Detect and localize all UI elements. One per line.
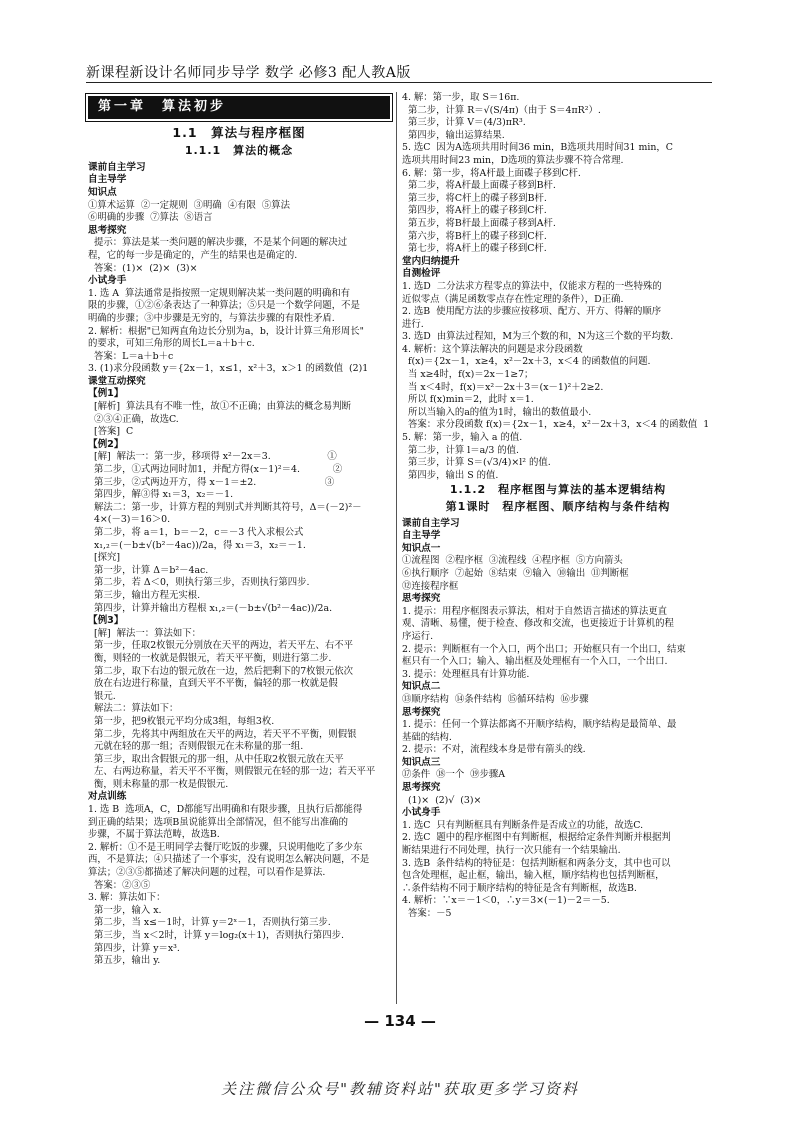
text-line: 第二步，若 Δ＜0，则执行第三步，否则执行第四步.: [88, 577, 310, 589]
text-line: 5. 选C 因为A选项共用时间36 min，B选项共用时间31 min，C: [402, 142, 673, 154]
text-line: 4×(－3)＝16＞0.: [88, 514, 171, 526]
text-line: ⑬顺序结构 ⑭条件结构 ⑮循环结构 ⑯步骤: [402, 693, 589, 705]
subsection-title: 1.1.1 算法的概念: [184, 144, 294, 158]
text-line: 放在右边进行称量，直到天平不平衡，偏轻的那一枚就是假: [88, 678, 338, 690]
text-line: f(x)＝{2x－1，x≥4，x²－2x＋3，x＜4 的函数值的问题.: [402, 356, 651, 368]
text-line: 第一步，把9枚银元平均分成3组，每组3枚.: [88, 715, 275, 727]
section-heading: 自测检评: [402, 268, 441, 280]
column-divider: [396, 92, 397, 1004]
text-line: 答案：(1)× (2)× (3)×: [88, 262, 198, 274]
text-line: 1. 选D 二分法求方程零点的算法中，仅能求方程的一些特殊的: [402, 280, 662, 292]
text-line: 第三步，计算 V＝(4/3)πR³.: [402, 117, 526, 129]
text-line: 衡，则轻的一枚就是假银元，若天平平衡，则进行第二步.: [88, 652, 332, 664]
text-line: ⑥明确的步骤 ⑦算法 ⑧语言: [88, 212, 213, 224]
text-line: 断结果进行不同处理，执行一次只能有一个结果输出.: [402, 845, 621, 857]
text-line: 提示：算法是某一类问题的解决步骤，不是某个问题的解决过: [88, 237, 348, 249]
text-line: 第一步，输入 x.: [88, 904, 162, 916]
text-line: ⑥执行顺序 ⑦起始 ⑧结束 ⑨输入 ⑩输出 ⑪判断框: [402, 567, 629, 579]
chapter-title: 第一章 算法初步: [88, 96, 390, 119]
text-line: 第二步，将 a＝1，b＝－2，c＝－3 代入求根公式: [88, 527, 304, 538]
text-line: 第四步，输出运算结果.: [402, 129, 505, 141]
text-line: 第一步，计算 Δ＝b²－4ac.: [88, 564, 209, 576]
text-line: 银元.: [88, 690, 116, 702]
text-line: 限的步骤，①②⑥条表达了一种算法；⑤只是一个数学问题，不是: [88, 300, 360, 312]
text-line: 基础的结构.: [402, 731, 452, 743]
header-rule: [86, 82, 712, 83]
text-line: (1)× (2)√ (3)×: [402, 794, 482, 806]
text-line: 3. 解：算法如下：: [88, 892, 166, 904]
section-heading: 自主导学: [402, 530, 441, 542]
left-text-block: [88, 162, 390, 968]
text-line: 第三步，将C杆上的碟子移到B杆.: [402, 192, 547, 204]
text-line: 2. 解析：根据"已知两直角边长分别为a，b，设计计算三角形周长": [88, 325, 364, 337]
text-line: 第二步，将A杆最上面碟子移到B杆.: [402, 180, 556, 192]
text-line: 算法；②③⑤都描述了解决问题的过程，可以看作是算法.: [88, 867, 326, 879]
text-line: 第三步，计算 S＝(√3/4)×l² 的值.: [402, 457, 551, 469]
section-heading: 【例2】: [88, 438, 124, 450]
section-heading: 【例1】: [88, 388, 124, 400]
section-heading: 课前自主学习: [88, 161, 146, 173]
right-text-block: [402, 92, 714, 921]
subsection-heading: 1.1.2 程序框图与算法的基本逻辑结构: [449, 483, 667, 497]
text-line: 第五步，输出 y.: [88, 955, 161, 967]
text-line: 程，它的每一步是确定的，产生的结果也是确定的.: [88, 249, 298, 261]
text-line: 1. 选 A 算法通常是指按照一定规则解决某一类问题的明确和有: [88, 287, 351, 299]
text-line: 1. 选 B 选项A，C，D都能写出明确和有限步骤，且执行后都能得: [88, 804, 363, 816]
text-line: 2. 解析：①不是王明同学去餐厅吃饭的步骤，只说明他吃了多少东: [88, 841, 363, 853]
text-line: 答案：求分段函数 f(x)＝{2x－1，x≥4，x²－2x＋3，x＜4 的函数值 1: [402, 419, 710, 431]
text-line: 答案：L＝a＋b＋c: [88, 350, 174, 362]
text-line: 4. 解：第一步，取 S＝16π.: [402, 92, 520, 103]
section-heading: 自主导学: [88, 174, 127, 186]
text-line: 3. 选D 由算法过程知，M为三个数的和，N为这三个数的平均数.: [402, 331, 674, 343]
text-line: 框只有一个入口；输入、输出框及处理框有一个入口，一个出口.: [402, 656, 668, 668]
text-line: 观、清晰、易懂，便于检查、修改和交流，也更接近于计算机的程: [402, 618, 674, 630]
text-line: 第三步，当 x＜2时，计算 y＝log₂(x＋1)，否则执行第四步.: [88, 930, 344, 941]
text-line: 元就在轻的那一组；否则假银元在未称量的那一组.: [88, 741, 304, 753]
text-line: 3. 提示：处理框具有计算功能.: [402, 668, 530, 680]
text-line: [答案] C: [88, 426, 134, 438]
text-line: x₁,₂＝(－b±√(b²－4ac))/2a，得 x₁＝3，x₂＝－1.: [88, 539, 306, 551]
text-line: 当 x＜4时，f(x)＝x²－2x＋3＝(x－1)²＋2≥2.: [402, 381, 604, 393]
section-heading: 课前自主学习: [402, 517, 460, 529]
section-heading: 小试身手: [88, 275, 127, 287]
text-line: 2. 选B 使用配方法的步骤应按移项、配方、开方、得解的顺序: [402, 306, 662, 318]
section-heading: 知识点一: [402, 542, 441, 554]
text-line: 1. 提示：用程序框图表示算法，相对于自然语言描述的算法更直: [402, 605, 668, 617]
text-line: 解法二：第一步，计算方程的判别式并判断其符号，Δ＝(－2)²－: [88, 501, 362, 513]
text-line: 选项共用时间23 min，D选项的算法步骤不符合常理.: [402, 154, 624, 166]
text-line: 序运行.: [402, 630, 434, 642]
text-line: 2. 提示：不对，流程线本身是带有箭头的线.: [402, 744, 586, 756]
section-heading: 小试身手: [402, 807, 441, 819]
text-line: 第三步，取出含假银元的那一组，从中任取2枚银元放在天平: [88, 753, 344, 765]
text-line: 5. 解：第一步，输入 a 的值.: [402, 432, 523, 444]
text-line: 第三步，②式两边开方，得 x－1＝±2. ③: [88, 476, 335, 488]
text-line: 第五步，将B杆最上面碟子移到A杆.: [402, 217, 556, 229]
text-line: 第四步，计算 y＝x³.: [88, 942, 180, 954]
text-line: 衡，则未称量的那一枚是假银元.: [88, 778, 229, 790]
text-line: 1. 提示：任何一个算法都离不开顺序结构，顺序结构是最简单、最: [402, 719, 677, 731]
section-heading: 思考探究: [402, 782, 441, 794]
section-heading: 堂内归纳提升: [402, 255, 460, 267]
text-line: 第二步，计算 l＝a/3 的值.: [402, 444, 519, 456]
text-line: 答案：②③⑤: [88, 879, 151, 891]
text-line: 第二步，当 x≤－1时，计算 y＝2ˣ－1，否则执行第三步.: [88, 917, 331, 929]
section-heading: 思考探究: [88, 224, 127, 236]
text-line: 第二步，①式两边同时加1，并配方得(x－1)²＝4. ②: [88, 464, 343, 476]
section-heading: 知识点二: [402, 681, 441, 693]
text-line: 2. 选C 题中的程序框图中有判断框，根据给定条件判断并根据判: [402, 832, 671, 844]
section-heading: 对点训练: [88, 791, 127, 803]
text-line: 1. 选C 只有判断框具有判断条件是否成立的功能，故选C.: [402, 819, 644, 831]
section-heading: 思考探究: [402, 706, 441, 718]
text-line: 3. 选B 条件结构的特征是：包括判断框和两条分支，其中也可以: [402, 857, 671, 869]
text-line: 包含处理框，起止框，输出，输入框，顺序结构也包括判断框，: [402, 870, 665, 882]
text-line: 进行.: [402, 318, 424, 330]
text-line: ①流程图 ②程序框 ③流程线 ④程序框 ⑤方向箭头: [402, 555, 623, 567]
text-line: 所以 f(x)min＝2，此时 x＝1.: [402, 394, 534, 406]
text-line: 的要求，可知三角形的周长L＝a＋b＋c.: [88, 338, 255, 350]
text-line: [探究]: [88, 552, 121, 564]
text-line: 4. 解析：这个算法解决的问题是求分段函数: [402, 343, 583, 355]
subsection-heading: 第1课时 程序框图、顺序结构与条件结构: [445, 500, 671, 513]
text-line: 6. 解：第一步，将A杆最上面碟子移到C杆.: [402, 167, 581, 179]
text-line: ⑫连接程序框: [402, 580, 459, 592]
text-line: 第三步，输出方程无实根.: [88, 589, 201, 601]
text-line: 答案：－5: [402, 908, 452, 919]
section-heading: 思考探究: [402, 593, 441, 605]
text-line: 明确的步骤；③中步骤是无穷的，与算法步骤的有限性矛盾.: [88, 312, 335, 324]
left-column: [88, 92, 390, 968]
text-line: ①算术运算 ②一定规则 ③明确 ④有限 ⑤算法: [88, 199, 290, 211]
text-line: [解] 解法一：第一步，移项得 x²－2x＝3. ①: [88, 451, 337, 463]
text-line: 第一步，任取2枚银元分别放在天平的两边，若天平左、右不平: [88, 640, 354, 652]
text-line: 3. (1)求分段函数 y＝{2x－1，x≤1，x²＋3，x＞1 的函数值 (2)1: [88, 363, 369, 375]
text-line: 第二步，取下右边的银元放在一边，然后把剩下的7枚银元依次: [88, 665, 354, 677]
text-line: ∴条件结构不同于顺序结构的特征是含有判断框，故选B.: [402, 882, 637, 894]
text-line: 第四步，将A杆上的碟子移到C杆.: [402, 205, 547, 217]
text-line: 第四步，解③得 x₁＝3，x₂＝－1.: [88, 489, 234, 501]
text-line: 所以当输入的a的值为1时，输出的数值最小.: [402, 406, 592, 418]
text-line: [解] 解法一：算法如下：: [88, 627, 201, 639]
text-line: 第四步，计算并输出方程根 x₁,₂＝(－b±√(b²－4ac))/2a.: [88, 602, 333, 614]
text-line: ⑰条件 ⑱一个 ⑲步骤A: [402, 769, 506, 781]
text-line: [解析] 算法具有不唯一性，故①不正确；由算法的概念易判断: [88, 401, 351, 413]
section-heading: 知识点: [88, 186, 117, 198]
right-column: [402, 92, 714, 921]
text-line: 第七步，将A杆上的碟子移到C杆.: [402, 243, 547, 255]
section-heading: 【例3】: [88, 615, 124, 627]
text-line: 西，不是算法；④只描述了一个事实，没有说明怎么解决问题，不是: [88, 854, 370, 866]
section-title: 1.1 算法与程序框图: [172, 124, 306, 140]
text-line: 4. 解析：∵x＝－1＜0，∴y＝3×(－1)－2＝－5.: [402, 895, 610, 907]
text-line: 第二步，先将其中两组放在天平的两边，若天平不平衡，则假银: [88, 728, 357, 740]
text-line: 当 x≥4时，f(x)＝2x－1≥7；: [402, 369, 534, 381]
text-line: 解法二：算法如下：: [88, 703, 179, 715]
running-header: 新课程新设计名师同步导学 数学 必修3 配人教A版: [86, 65, 411, 81]
text-line: 第六步，将B杆上的碟子移到C杆.: [402, 230, 547, 242]
footer-note: 关注微信公众号"教辅资料站"获取更多学习资料: [221, 1080, 579, 1098]
section-heading: 课堂互动探究: [88, 375, 146, 387]
text-line: 左、右两边称量，若天平不平衡，则假银元在轻的那一边；若天平平: [88, 766, 376, 778]
text-line: 第四步，输出 S 的值.: [402, 469, 499, 481]
text-line: 近似零点（满足函数零点存在性定理的条件），D正确.: [402, 293, 624, 305]
section-heading: 知识点三: [402, 756, 441, 768]
text-line: 步骤，不属于算法范畴，故选B.: [88, 829, 220, 841]
text-line: ②③④正确，故选C.: [88, 413, 179, 425]
page-number: — 134 —: [364, 1012, 436, 1030]
text-line: 到正确的结果；选项B虽说能算出全部情况，但不能写出准确的: [88, 816, 349, 828]
text-line: 2. 提示：判断框有一个入口，两个出口；开始框只有一个出口，结束: [402, 643, 686, 655]
text-line: 第二步，计算 R＝√(S/4π)（由于 S＝4πR²）.: [402, 104, 601, 116]
